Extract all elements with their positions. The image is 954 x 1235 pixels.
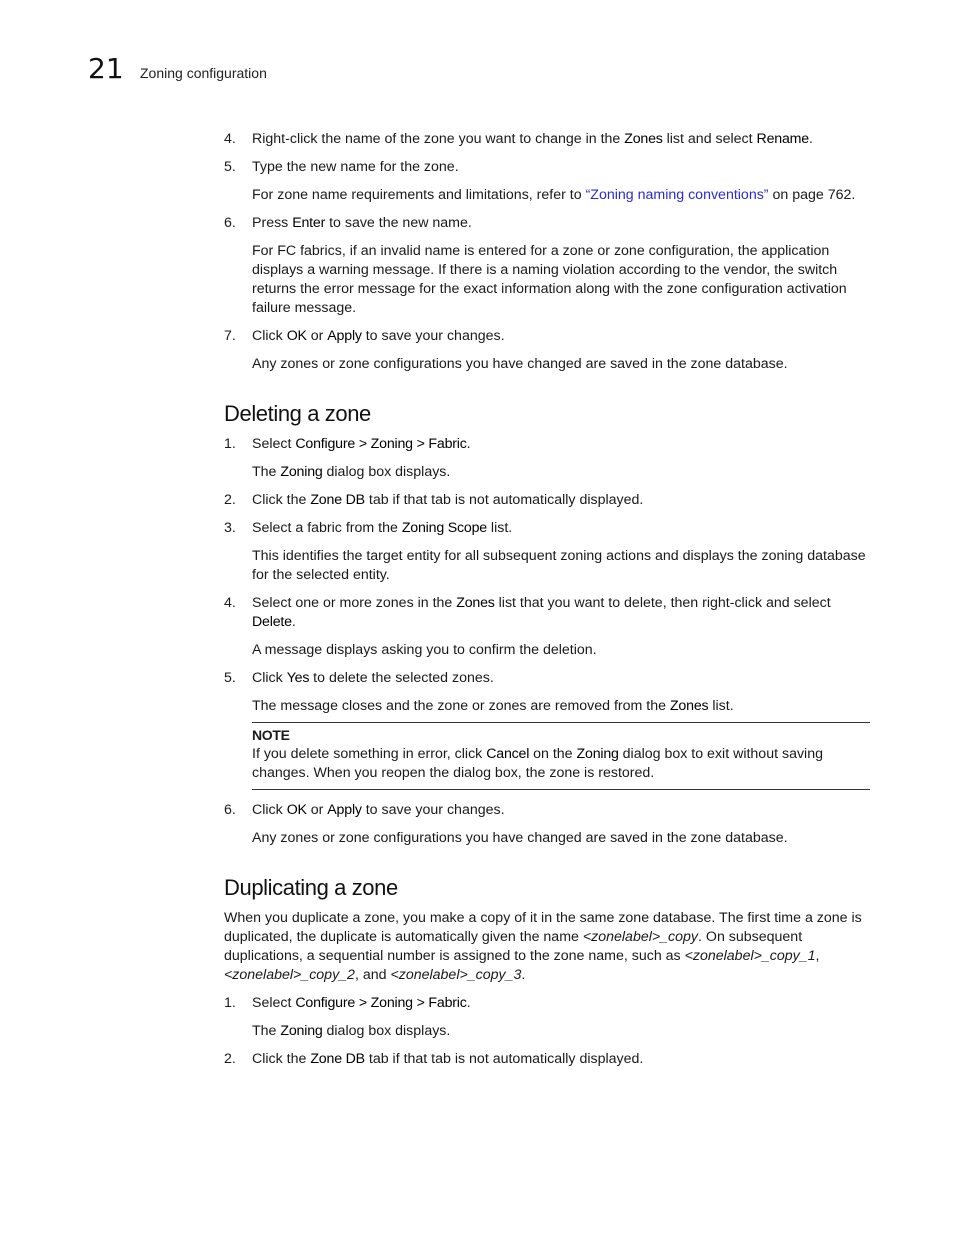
- step-duplicate-1-para: The Zoning dialog box displays.: [252, 1023, 451, 1039]
- step-duplicate-2: 2. Click the Zone DB tab if that tab is not automatically displayed.: [224, 1051, 644, 1067]
- section-heading-deleting: Deleting a zone: [224, 401, 371, 426]
- step-rename-6-para: For FC fabrics, if an invalid name is entered for a zone or zone configuration, the application displays a warning message. If there is a naming violation according to the vendor, the switch returns the error message for the exact information along with the zone configuration activation failure message.: [252, 243, 847, 316]
- step-delete-5-para: The message closes and the zone or zones are removed from the Zones list.: [252, 698, 734, 714]
- step-delete-3: 3. Select a fabric from the Zoning Scope list.: [224, 520, 513, 536]
- step-delete-6: 6. Click OK or Apply to save your changes.: [224, 802, 505, 818]
- step-delete-1-para: The Zoning dialog box displays.: [252, 464, 451, 480]
- step-rename-4: 4. Right-click the name of the zone you want to change in the Zones list and select Rename.: [224, 131, 813, 147]
- chapter-number: 21: [88, 52, 124, 85]
- section-heading-duplicating: Duplicating a zone: [224, 875, 398, 900]
- note-box: [252, 722, 870, 790]
- chapter-title: Zoning configuration: [140, 65, 267, 81]
- step-rename-5-note: For zone name requirements and limitations, refer to “Zoning naming conventions” on page 762.: [252, 187, 856, 203]
- step-duplicate-1: 1. Select Configure > Zoning > Fabric.: [224, 995, 471, 1011]
- step-delete-1: 1. Select Configure > Zoning > Fabric.: [224, 436, 471, 452]
- note-text: If you delete something in error, click Cancel on the Zoning dialog box to exit without saving changes. When you reopen the dialog box, the zone is restored.: [252, 746, 823, 781]
- note-label: NOTE: [252, 727, 290, 743]
- step-delete-4-para: A message displays asking you to confirm the deletion.: [252, 642, 597, 658]
- step-delete-6-para: Any zones or zone configurations you have changed are saved in the zone database.: [252, 830, 788, 846]
- step-delete-3-para: This identifies the target entity for all subsequent zoning actions and displays the zoning database for the selected entity.: [252, 548, 866, 583]
- step-rename-6: 6. Press Enter to save the new name.: [224, 215, 472, 231]
- step-rename-7: 7. Click OK or Apply to save your changes.: [224, 328, 505, 344]
- duplicating-intro: When you duplicate a zone, you make a copy of it in the same zone database. The first time a zone is duplicated, the duplicate is automatically given the name <zonelabel>_copy. On subsequent duplications, a sequential number is assigned to the zone name, such as <zonelabel>_copy_1, <zonelabel>_copy_2, and <zonelabel>_copy_3.: [224, 910, 862, 983]
- naming-conventions-link[interactable]: “Zoning naming conventions”: [585, 187, 769, 203]
- step-delete-4: 4. Select one or more zones in the Zones list that you want to delete, then right-click and select Delete.: [224, 595, 831, 630]
- step-rename-5: 5. Type the new name for the zone.: [224, 159, 459, 175]
- step-delete-5: 5. Click Yes to delete the selected zones.: [224, 670, 494, 686]
- step-delete-2: 2. Click the Zone DB tab if that tab is not automatically displayed.: [224, 492, 644, 508]
- step-rename-7-para: Any zones or zone configurations you have changed are saved in the zone database.: [252, 356, 788, 372]
- page-content: [224, 130, 870, 1069]
